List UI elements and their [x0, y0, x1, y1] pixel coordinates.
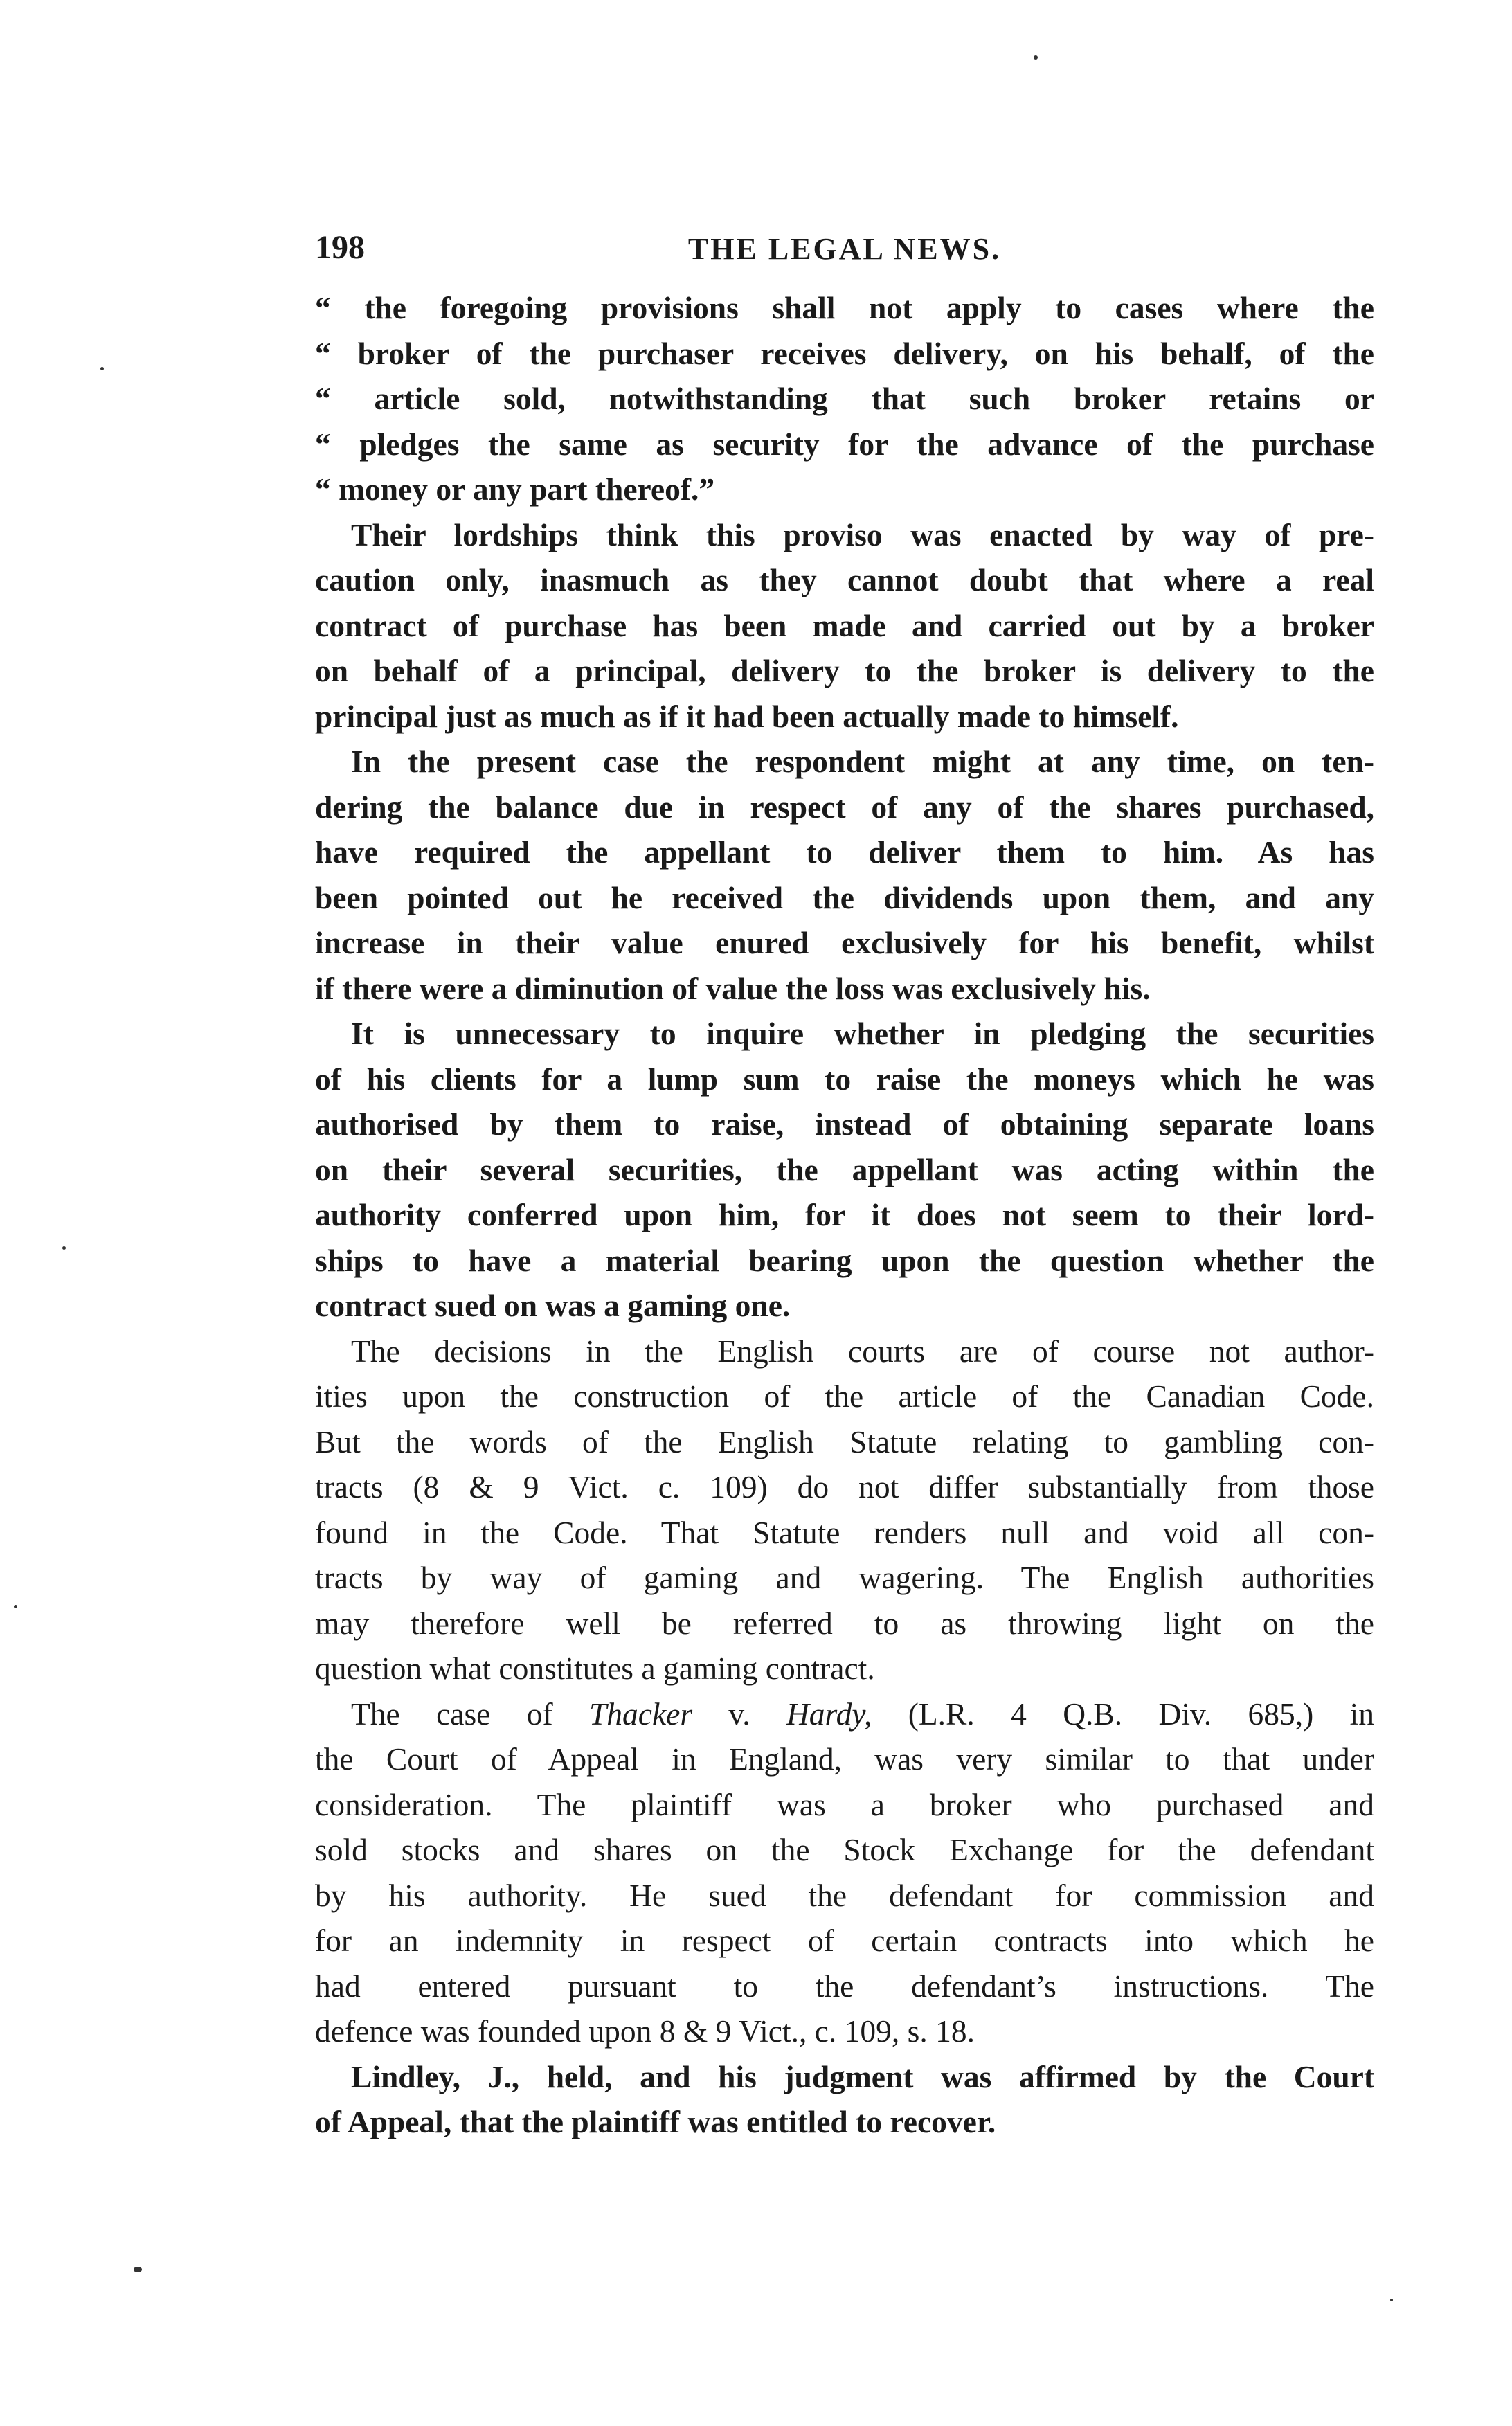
paragraph: [315, 512, 1374, 739]
text-run: v.: [692, 1696, 786, 1732]
paragraph: [315, 1011, 1374, 1329]
text-line: have required the appellant to deliver them to him. As has: [315, 834, 1374, 870]
text-line: defence was founded upon 8 & 9 Vict., c. 109, s. 18.: [315, 2013, 975, 2049]
text-line: been pointed out he received the dividends upon them, and any: [315, 879, 1374, 915]
scan-speck: [62, 1246, 66, 1250]
quoted-proviso: [315, 285, 1374, 512]
page: [315, 228, 1374, 2145]
paragraph: [315, 1329, 1374, 1691]
page-number: 198: [315, 229, 365, 266]
text-line: of his clients for a lump sum to raise the moneys which he was: [315, 1061, 1374, 1097]
text-line: In the present case the respondent might at any time, on ten-: [351, 744, 1374, 779]
scan-speck: [134, 2267, 142, 2272]
text-line: Their lordships think this proviso was enacted by way of pre-: [351, 516, 1374, 552]
paragraph: [315, 1691, 1374, 2054]
text-line: tracts (8 & 9 Vict. c. 109) do not differ substantially from those: [315, 1469, 1374, 1504]
running-head: THE LEGAL NEWS.: [687, 232, 1002, 266]
text-line: tracts by way of gaming and wagering. The English authorities: [315, 1560, 1374, 1595]
text-line: may therefore well be referred to as throwing light on the: [315, 1605, 1374, 1641]
text-line: “ article sold, notwithstanding that such broker retains or: [315, 381, 1374, 416]
paragraph: [315, 2054, 1374, 2145]
text-line: ships to have a material bearing upon the question whether the: [315, 1242, 1374, 1278]
text-line: increase in their value enured exclusively for his benefit, whilst: [315, 925, 1374, 960]
text-line: the Court of Appeal in England, was very similar to that under: [315, 1741, 1374, 1777]
text-line: consideration. The plaintiff was a broker who purchased and: [315, 1786, 1374, 1822]
text-line: dering the balance due in respect of any of the shares purchased,: [315, 789, 1374, 825]
text-line: “ money or any part thereof.”: [315, 471, 715, 507]
text-line: found in the Code. That Statute renders null and void all con-: [315, 1514, 1374, 1550]
text-line: contract of purchase has been made and carried out by a broker: [315, 607, 1374, 643]
scan-speck: [1390, 2299, 1393, 2301]
page-header: [315, 228, 1374, 270]
text-run: (L.R. 4 Q.B. Div. 685,) in: [872, 1696, 1375, 1732]
text-line: on their several securities, the appellant was acting within the: [315, 1151, 1374, 1187]
text-line: Lindley, J., held, and his judgment was affirmed by the Court: [351, 2058, 1374, 2094]
scan-speck: [14, 1605, 17, 1608]
paragraph: [315, 739, 1374, 1011]
case-name: Thacker: [588, 1696, 693, 1732]
text-line: if there were a diminution of value the loss was exclusively his.: [315, 970, 1151, 1006]
text-line: by his authority. He sued the defendant for commission and: [315, 1877, 1374, 1913]
text-line: [315, 1691, 1374, 1737]
text-line: But the words of the English Statute relating to gambling con-: [315, 1423, 1374, 1459]
text-line: The decisions in the English courts are of course not author-: [351, 1333, 1374, 1369]
scan-speck: [100, 367, 104, 370]
text-line: caution only, inasmuch as they cannot doubt that where a real: [315, 562, 1374, 597]
text-line: contract sued on was a gaming one.: [315, 1288, 791, 1323]
text-line: It is unnecessary to inquire whether in pledging the securities: [351, 1016, 1374, 1051]
text-run: The case of: [351, 1696, 589, 1732]
text-line: “ pledges the same as security for the advance of the purchase: [315, 426, 1374, 462]
text-line: had entered pursuant to the defendant’s instructions. The: [315, 1968, 1374, 2004]
case-name: Hardy,: [786, 1696, 872, 1732]
text-line: of Appeal, that the plaintiff was entitled to recover.: [315, 2104, 996, 2139]
text-line: on behalf of a principal, delivery to the broker is delivery to the: [315, 653, 1374, 688]
text-line: authorised by them to raise, instead of obtaining separate loans: [315, 1106, 1374, 1142]
scan-speck: [1034, 55, 1038, 60]
text-line: authority conferred upon him, for it does not seem to their lord-: [315, 1197, 1374, 1232]
text-line: sold stocks and shares on the Stock Exchange for the defendant: [315, 1832, 1374, 1867]
text-line: principal just as much as if it had been actually made to himself.: [315, 698, 1179, 734]
text-line: “ the foregoing provisions shall not apply to cases where the: [315, 290, 1374, 325]
text-line: “ broker of the purchaser receives delivery, on his behalf, of the: [315, 335, 1374, 371]
text-line: for an indemnity in respect of certain contracts into which he: [315, 1923, 1374, 1958]
text-line: question what constitutes a gaming contract.: [315, 1651, 875, 1686]
text-line: ities upon the construction of the article of the Canadian Code.: [315, 1378, 1374, 1414]
